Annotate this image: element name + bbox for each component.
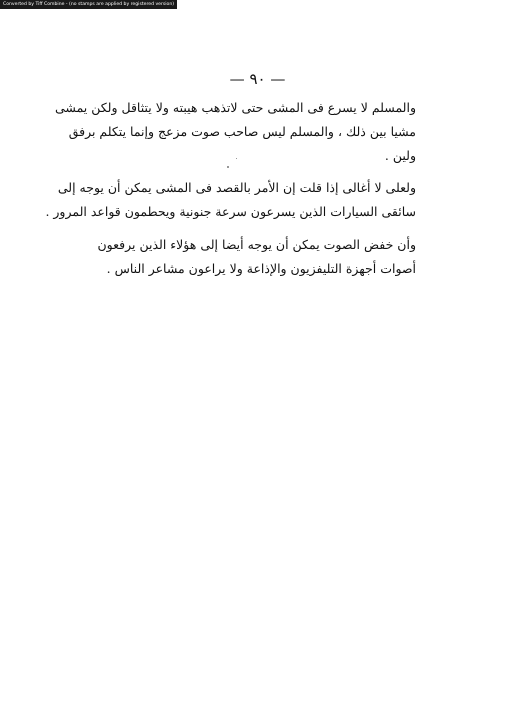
text-line: أصوات أجهزة التليفزيون والإذاعة ولا يراعون مشاعر الناس . [106,261,416,276]
scan-speck [236,158,237,159]
converter-banner: Converted by Tiff Combine - (no stamps are applied by registered version) [0,0,177,9]
paragraph-voice [97,233,416,281]
text-line: ولين . [384,148,416,163]
text-line: والمسلم لا يسرع فى المشى حتى لاتذهب هيبته ولا يتثاقل ولكن يمشى [55,100,416,115]
scan-speck [227,166,229,168]
text-line: وأن خفض الصوت يمكن أن يوجه أيضا إلى هؤلاء الذين يرفعون [97,237,416,252]
text-line: مشيا بين ذلك ، والمسلم ليس صاحب صوت مزعج وإنما يتكلم برفق [68,124,416,139]
paragraph-drivers [45,176,416,224]
text-line: سائقى السيارات الذين يسرعون سرعة جنونية ويحطمون قواعد المرور . [45,204,416,219]
page-number: — ٩٠ — [229,70,286,88]
text-line: ولعلى لا أغالى إذا قلت إن الأمر بالقصد فى المشى يمكن أن يوجه إلى [57,180,416,195]
paragraph-walking [55,96,416,168]
